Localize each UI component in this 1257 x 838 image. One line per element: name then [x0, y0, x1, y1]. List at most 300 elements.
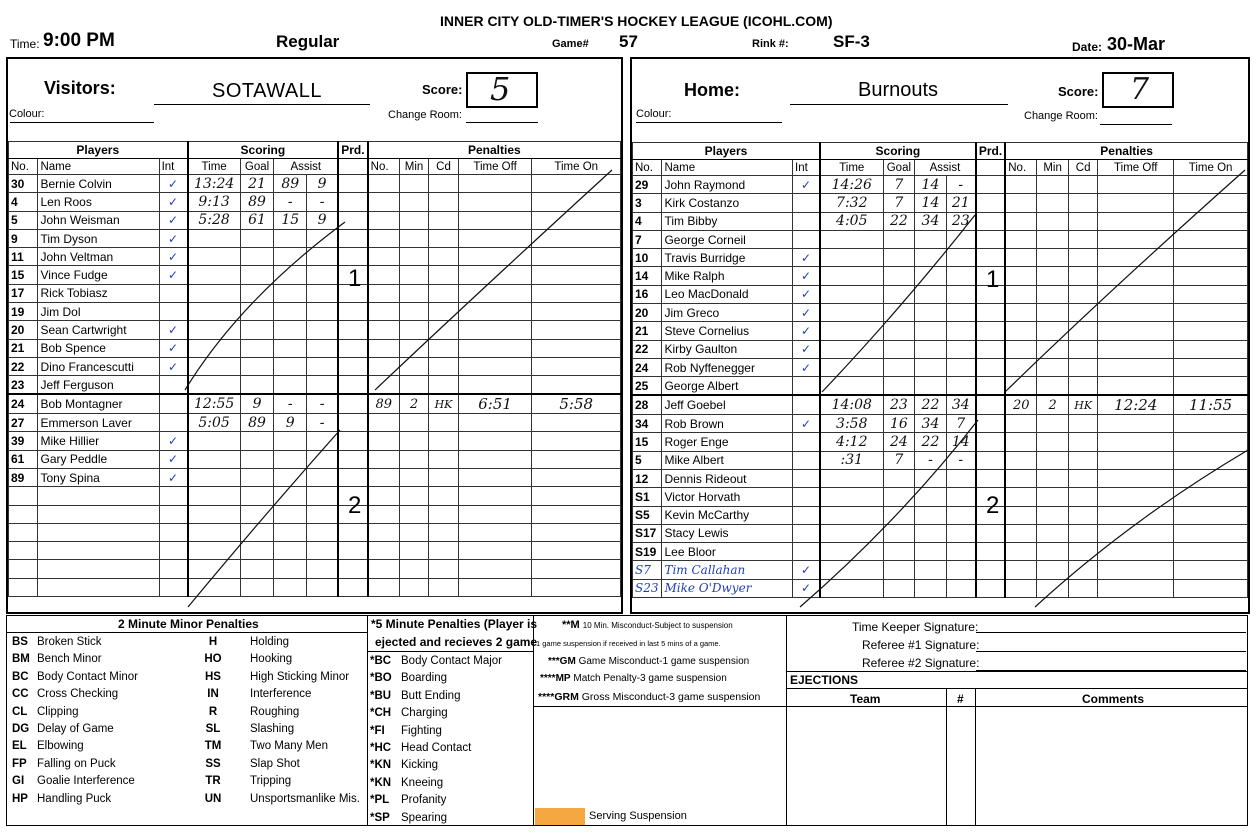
home-col-pen-no: No.	[1005, 160, 1037, 176]
visitors-pen-cd	[429, 357, 458, 375]
home-player-int[interactable]	[793, 212, 820, 230]
visitors-player-name	[38, 487, 159, 505]
home-pen-on: 11:55	[1174, 395, 1248, 415]
home-player-name: Steve Cornelius	[662, 322, 793, 340]
home-pen-on	[1174, 433, 1248, 451]
home-player-name: Jeff Goebel	[662, 395, 793, 415]
home-pen-off	[1098, 433, 1174, 451]
visitors-colour-line	[10, 122, 154, 123]
home-player-int[interactable]	[793, 230, 820, 248]
home-pen-min	[1037, 212, 1069, 230]
home-pen-no	[1005, 433, 1037, 451]
home-goal-scorer	[883, 543, 915, 561]
home-player-name: George Corneil	[662, 230, 793, 248]
home-pen-off	[1098, 579, 1174, 597]
home-player-no: S19	[633, 543, 662, 561]
serving-label: Serving Suspension	[589, 810, 687, 822]
visitors-player-name: Jeff Ferguson	[38, 376, 159, 394]
home-player-int[interactable]: ✓	[793, 304, 820, 322]
home-goal-scorer	[883, 304, 915, 322]
major-code: *KN	[370, 776, 392, 789]
visitors-pen-on	[532, 284, 621, 302]
home-player-int[interactable]	[793, 524, 820, 542]
visitors-prd-cell	[338, 303, 367, 321]
home-player-int[interactable]	[793, 395, 820, 415]
visitors-player-no	[9, 578, 38, 596]
home-player-row	[633, 304, 1248, 322]
visitors-player-int[interactable]	[159, 505, 187, 523]
visitors-goal-scorer	[240, 229, 274, 247]
home-player-row	[633, 488, 1248, 506]
visitors-pen-min	[399, 468, 428, 486]
visitors-player-int[interactable]: ✓	[159, 432, 187, 450]
home-player-row	[633, 249, 1248, 267]
home-player-int[interactable]	[793, 433, 820, 451]
visitors-prd-cell	[338, 432, 367, 450]
home-pen-off	[1098, 358, 1174, 376]
ejections-col-line-1	[946, 689, 947, 825]
visitors-assist-2	[307, 505, 339, 523]
visitors-player-row	[9, 339, 621, 357]
visitors-colour-label: Colour:	[9, 108, 45, 120]
visitors-header-penalties: Penalties	[368, 142, 621, 159]
home-player-no: 4	[633, 212, 662, 230]
home-goal-time	[820, 340, 883, 358]
home-pen-off	[1098, 506, 1174, 524]
minor-left-code: CL	[12, 705, 28, 718]
home-pen-on	[1174, 249, 1248, 267]
major-desc: Head Contact	[401, 742, 472, 754]
home-player-no: 20	[633, 304, 662, 322]
visitors-player-int[interactable]	[159, 487, 187, 505]
visitors-player-no	[9, 542, 38, 560]
minor-left-desc: Body Contact Minor	[37, 670, 138, 683]
home-player-int[interactable]	[793, 543, 820, 561]
home-player-int[interactable]: ✓	[793, 176, 820, 194]
time-label: Time:	[10, 37, 40, 51]
visitors-col-pen-no: No.	[368, 159, 400, 175]
visitors-player-name: John Weisman	[38, 211, 159, 229]
visitors-goal-scorer: 89	[240, 414, 274, 432]
home-assist-1	[915, 524, 947, 542]
home-player-row	[633, 267, 1248, 285]
home-assist-1: -	[915, 451, 947, 469]
home-period-1: 1	[986, 266, 1000, 293]
visitors-team: SOTAWALL	[212, 80, 322, 102]
home-pen-off	[1098, 377, 1174, 395]
visitors-player-name: Bob Spence	[38, 339, 159, 357]
home-pen-off	[1098, 543, 1174, 561]
visitors-pen-min	[399, 266, 428, 284]
visitors-player-name: Tim Dyson	[38, 229, 159, 247]
visitors-assist-2	[307, 284, 339, 302]
home-pen-on	[1174, 524, 1248, 542]
home-assist-1	[915, 579, 947, 597]
visitors-player-no: 23	[9, 376, 38, 394]
visitors-player-int[interactable]: ✓	[159, 339, 187, 357]
minor-left-code: BC	[12, 670, 29, 683]
visitors-player-int[interactable]	[159, 578, 187, 596]
rink-label: Rink #:	[752, 38, 789, 50]
visitors-col-cd: Cd	[429, 159, 458, 175]
home-pen-cd	[1068, 285, 1097, 303]
home-pen-cd	[1068, 212, 1097, 230]
major-code: *CH	[370, 707, 392, 720]
visitors-player-int[interactable]	[159, 560, 187, 578]
home-pen-on	[1174, 469, 1248, 487]
visitors-player-row	[9, 414, 621, 432]
home-pen-no	[1005, 304, 1037, 322]
home-prd-cell	[976, 451, 1005, 469]
visitors-player-row	[9, 450, 621, 468]
visitors-player-int[interactable]	[159, 542, 187, 560]
visitors-assist-1	[274, 357, 307, 375]
visitors-goal-time	[188, 505, 241, 523]
visitors-player-name: Rick Tobiasz	[38, 284, 159, 302]
visitors-pen-no	[368, 468, 400, 486]
home-player-int[interactable]: ✓	[793, 415, 820, 433]
home-player-int[interactable]: ✓	[793, 340, 820, 358]
visitors-pen-min	[399, 248, 428, 266]
visitors-assist-2	[307, 523, 339, 541]
visitors-pen-min	[399, 487, 428, 505]
home-pen-on	[1174, 267, 1248, 285]
visitors-goal-time	[188, 450, 241, 468]
visitors-pen-no	[368, 303, 400, 321]
home-prd-cell	[976, 322, 1005, 340]
visitors-pen-min	[399, 505, 428, 523]
home-player-no: 7	[633, 230, 662, 248]
visitors-pen-cd	[429, 450, 458, 468]
visitors-player-int[interactable]: ✓	[159, 211, 187, 229]
home-player-row	[633, 176, 1248, 194]
home-player-no: S1	[633, 488, 662, 506]
home-prd-cell	[976, 543, 1005, 561]
home-prd-cell	[976, 194, 1005, 212]
m-note: 1 game suspension if received in last 5 mins of a game.	[536, 639, 721, 648]
home-goal-scorer	[883, 506, 915, 524]
home-assist-2	[946, 488, 976, 506]
home-col-time-on: Time On	[1174, 160, 1248, 176]
home-goal-scorer: 23	[883, 395, 915, 415]
visitors-goal-scorer	[240, 376, 274, 394]
home-player-no: 5	[633, 451, 662, 469]
minor-right-code: SS	[205, 757, 221, 770]
home-player-no: 22	[633, 340, 662, 358]
visitors-goal-scorer: 9	[240, 394, 274, 414]
visitors-pen-on	[532, 450, 621, 468]
home-assist-1	[915, 469, 947, 487]
visitors-player-int[interactable]: ✓	[159, 193, 187, 211]
visitors-prd-cell	[338, 414, 367, 432]
home-change-room-line	[1100, 124, 1172, 125]
home-player-row	[633, 358, 1248, 376]
home-period-2: 2	[986, 492, 1000, 519]
visitors-assist-1: -	[274, 394, 307, 414]
visitors-prd-cell	[338, 248, 367, 266]
serving-divider	[786, 616, 787, 825]
visitors-player-int[interactable]	[159, 394, 187, 414]
visitors-col-goal: Goal	[240, 159, 274, 175]
home-pen-no	[1005, 194, 1037, 212]
visitors-pen-min	[399, 303, 428, 321]
visitors-pen-off	[458, 211, 532, 229]
home-player-no: S23	[633, 579, 662, 597]
minor-right-desc: Interference	[250, 688, 312, 701]
visitors-player-row	[9, 229, 621, 247]
visitors-prd-cell	[338, 321, 367, 339]
visitors-assist-1	[274, 266, 307, 284]
visitors-pen-cd	[429, 560, 458, 578]
home-player-int[interactable]	[793, 377, 820, 395]
home-player-row	[633, 451, 1248, 469]
visitors-assist-2	[307, 450, 339, 468]
visitors-player-no	[9, 560, 38, 578]
visitors-player-row	[9, 211, 621, 229]
home-assist-2	[946, 322, 976, 340]
visitors-goal-time: 9:13	[188, 193, 241, 211]
home-goal-scorer	[883, 322, 915, 340]
visitors-player-no: 39	[9, 432, 38, 450]
visitors-player-int[interactable]	[159, 303, 187, 321]
minor-right-desc: Hooking	[250, 653, 293, 666]
visitors-prd-cell	[338, 376, 367, 394]
home-pen-min	[1037, 377, 1069, 395]
home-col-name: Name	[662, 160, 793, 176]
visitors-assist-1	[274, 560, 307, 578]
home-goal-time	[820, 304, 883, 322]
home-assist-1	[915, 488, 947, 506]
visitors-player-int[interactable]	[159, 523, 187, 541]
visitors-pen-off	[458, 432, 532, 450]
home-pen-no	[1005, 358, 1037, 376]
home-label: Home:	[684, 80, 741, 100]
minor-left-desc: Clipping	[37, 705, 79, 718]
ref1-label: Referee #1 Signature:	[862, 638, 980, 652]
home-assist-2	[946, 285, 976, 303]
visitors-pen-min: 2	[399, 394, 428, 414]
visitors-player-int[interactable]: ✓	[159, 357, 187, 375]
minor-right-code: UN	[204, 792, 222, 805]
visitors-pen-off	[458, 468, 532, 486]
home-assist-1	[915, 267, 947, 285]
visitors-assist-1	[274, 450, 307, 468]
home-player-no: 3	[633, 194, 662, 212]
visitors-player-int[interactable]: ✓	[159, 468, 187, 486]
home-assist-1: 22	[915, 433, 947, 451]
visitors-pen-min	[399, 284, 428, 302]
timekeeper-line[interactable]	[976, 632, 1246, 633]
home-player-name: Mike O'Dwyer	[662, 579, 793, 597]
visitors-assist-2	[307, 266, 339, 284]
home-player-int[interactable]: ✓	[793, 358, 820, 376]
home-col-cd: Cd	[1068, 160, 1097, 176]
visitors-pen-no	[368, 211, 400, 229]
home-player-int[interactable]	[793, 506, 820, 524]
home-pen-on	[1174, 230, 1248, 248]
home-goal-time	[820, 506, 883, 524]
visitors-pen-on	[532, 339, 621, 357]
minor-left-desc: Broken Stick	[37, 636, 102, 648]
visitors-player-int[interactable]	[159, 376, 187, 394]
ref1-line[interactable]	[976, 651, 1246, 652]
home-player-no: 24	[633, 358, 662, 376]
visitors-player-int[interactable]: ✓	[159, 229, 187, 247]
visitors-player-row	[9, 394, 621, 414]
major-desc: Fighting	[401, 724, 442, 737]
misconduct-line	[533, 706, 787, 707]
home-player-int[interactable]: ✓	[793, 322, 820, 340]
home-pen-no	[1005, 488, 1037, 506]
home-player-int[interactable]	[793, 488, 820, 506]
home-player-name: Dennis Rideout	[662, 469, 793, 487]
visitors-assist-1	[274, 321, 307, 339]
visitors-goal-scorer	[240, 487, 274, 505]
home-pen-cd	[1068, 415, 1097, 433]
home-player-name: Roger Enge	[662, 433, 793, 451]
visitors-score-label: Score:	[422, 82, 463, 97]
home-pen-cd	[1068, 358, 1097, 376]
visitors-header-prd: Prd.	[338, 142, 367, 159]
visitors-goal-scorer: 21	[240, 175, 274, 193]
visitors-pen-on	[532, 468, 621, 486]
home-goal-scorer	[883, 579, 915, 597]
visitors-pen-no	[368, 487, 400, 505]
home-goal-scorer	[883, 267, 915, 285]
visitors-prd-cell	[338, 229, 367, 247]
home-pen-cd	[1068, 524, 1097, 542]
home-pen-on	[1174, 415, 1248, 433]
visitors-pen-cd	[429, 175, 458, 193]
home-assist-2	[946, 267, 976, 285]
home-pen-min	[1037, 579, 1069, 597]
visitors-pen-off	[458, 505, 532, 523]
home-player-row	[633, 469, 1248, 487]
home-goal-scorer	[883, 340, 915, 358]
visitors-prd-cell	[338, 175, 367, 193]
home-assist-1	[915, 322, 947, 340]
home-player-int[interactable]: ✓	[793, 249, 820, 267]
visitors-pen-on	[532, 175, 621, 193]
visitors-player-name: John Veltman	[38, 248, 159, 266]
visitors-pen-on	[532, 505, 621, 523]
home-player-int[interactable]: ✓	[793, 285, 820, 303]
home-pen-off	[1098, 249, 1174, 267]
visitors-goal-time	[188, 284, 241, 302]
visitors-pen-off	[458, 193, 532, 211]
visitors-player-int[interactable]: ✓	[159, 321, 187, 339]
visitors-col-min: Min	[399, 159, 428, 175]
home-pen-on	[1174, 212, 1248, 230]
visitors-pen-on	[532, 303, 621, 321]
home-pen-min: 2	[1037, 395, 1069, 415]
home-prd-cell	[976, 579, 1005, 597]
visitors-player-int[interactable]: ✓	[159, 175, 187, 193]
visitors-pen-cd	[429, 211, 458, 229]
visitors-player-int[interactable]	[159, 414, 187, 432]
home-pen-on	[1174, 176, 1248, 194]
home-assist-1	[915, 304, 947, 322]
visitors-assist-1	[274, 487, 307, 505]
visitors-header-players: Players	[9, 142, 188, 159]
home-pen-cd	[1068, 579, 1097, 597]
visitors-pen-on	[532, 414, 621, 432]
rink-value: SF-3	[833, 32, 870, 51]
visitors-player-int[interactable]	[159, 284, 187, 302]
visitors-player-name: Gary Peddle	[38, 450, 159, 468]
home-player-int[interactable]: ✓	[793, 267, 820, 285]
visitors-assist-2: -	[307, 193, 339, 211]
visitors-player-row	[9, 193, 621, 211]
visitors-assist-1	[274, 229, 307, 247]
home-player-no: 15	[633, 433, 662, 451]
visitors-player-int[interactable]: ✓	[159, 248, 187, 266]
home-assist-1: 22	[915, 395, 947, 415]
home-player-name: Victor Horvath	[662, 488, 793, 506]
home-player-name: Tim Bibby	[662, 212, 793, 230]
home-prd-cell	[976, 415, 1005, 433]
home-player-int[interactable]	[793, 194, 820, 212]
visitors-prd-cell	[338, 193, 367, 211]
visitors-pen-cd	[429, 303, 458, 321]
visitors-goal-time	[188, 468, 241, 486]
home-player-row	[633, 506, 1248, 524]
visitors-goal-scorer	[240, 450, 274, 468]
home-prd-cell	[976, 230, 1005, 248]
home-pen-min	[1037, 506, 1069, 524]
home-assist-2	[946, 579, 976, 597]
visitors-pen-off	[458, 321, 532, 339]
visitors-goal-scorer: 89	[240, 193, 274, 211]
visitors-pen-no	[368, 321, 400, 339]
home-player-int[interactable]: ✓	[793, 561, 820, 579]
home-player-no: S7	[633, 561, 662, 579]
visitors-assist-2: 9	[307, 175, 339, 193]
home-player-name: Kirk Costanzo	[662, 194, 793, 212]
home-player-row	[633, 285, 1248, 303]
home-prd-cell	[976, 561, 1005, 579]
visitors-col-time-on: Time On	[532, 159, 621, 175]
major-desc: Kicking	[401, 759, 439, 772]
visitors-player-int[interactable]: ✓	[159, 266, 187, 284]
visitors-pen-on: 5:58	[532, 394, 621, 414]
home-sheet	[632, 142, 1248, 598]
home-pen-no	[1005, 230, 1037, 248]
visitors-pen-on	[532, 542, 621, 560]
home-goal-time: 7:32	[820, 194, 883, 212]
home-goal-scorer	[883, 524, 915, 542]
visitors-pen-cd	[429, 193, 458, 211]
visitors-period-2: 2	[348, 492, 362, 519]
home-player-int[interactable]	[793, 469, 820, 487]
visitors-assist-2: 9	[307, 211, 339, 229]
visitors-pen-cd	[429, 339, 458, 357]
visitors-player-no: 22	[9, 357, 38, 375]
visitors-player-int[interactable]: ✓	[159, 450, 187, 468]
minor-right-code: IN	[207, 688, 219, 701]
home-player-int[interactable]: ✓	[793, 579, 820, 597]
visitors-goal-time	[188, 432, 241, 450]
home-player-row	[633, 230, 1248, 248]
home-pen-cd	[1068, 561, 1097, 579]
home-player-int[interactable]	[793, 451, 820, 469]
visitors-pen-cd	[429, 376, 458, 394]
visitors-pen-no	[368, 432, 400, 450]
home-assist-1	[915, 358, 947, 376]
home-pen-no	[1005, 451, 1037, 469]
home-team: Burnouts	[858, 79, 939, 101]
visitors-pen-min	[399, 175, 428, 193]
